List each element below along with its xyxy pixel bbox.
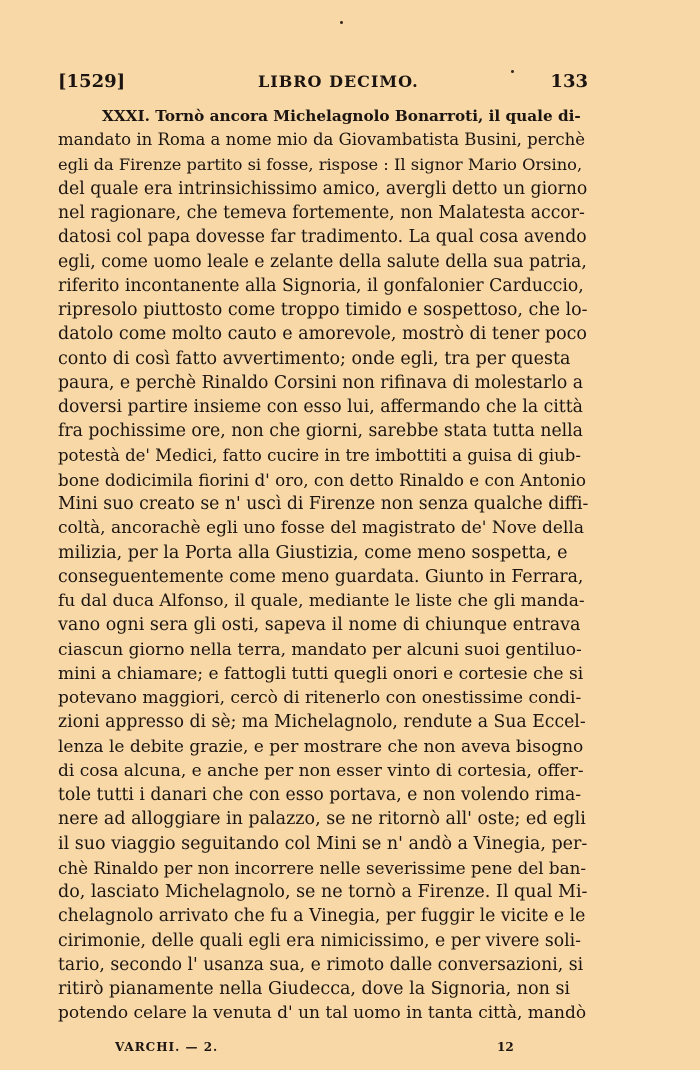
text-line: milizia, per la Porta alla Giustizia, come meno sospetta, e — [58, 542, 568, 563]
text-line: potevano maggiori, cercò di ritenerlo con onestissime condi- — [58, 688, 582, 708]
text-line: conseguentemente come meno guardata. Giunto in Ferrara, — [58, 566, 584, 587]
text-line: datosi col papa dovesse far tradimento. La qual cosa avendo — [58, 227, 587, 248]
text-line: chelagnolo arrivato che fu a Vinegia, per fuggir le vicite e le — [58, 906, 586, 927]
text-line: zioni appresso di sè; ma Michelagnolo, rendute a Sua Eccel- — [58, 712, 586, 733]
text-line: egli, come uomo leale e zelante della salute della sua patria, — [58, 251, 587, 272]
text-line: egli da Firenze partito si fosse, rispose : Il signor Mario Orsino, — [58, 154, 583, 174]
page-number: 133 — [550, 71, 588, 92]
text-line: ritirò pianamente nella Giudecca, dove la Signoria, non si — [58, 979, 571, 999]
text-line: lenza le debite grazie, e per mostrare che non aveva bisogno — [58, 736, 584, 757]
text-line: do, lasciato Michelagnolo, se ne tornò a Firenze. Il qual Mi- — [58, 882, 588, 902]
text-line: XXXI. Tornò ancora Michelagnolo Bonarroti, il quale di- — [102, 107, 581, 125]
text-line: vano ogni sera gli osti, sapeva il nome di chiunque entrava — [58, 615, 581, 636]
text-line: coltà, ancorachè egli uno fosse del magistrato de' Nove della — [58, 518, 584, 539]
text-line: paura, e perchè Rinaldo Corsini non rifinava di molestarlo a — [58, 372, 583, 393]
text-line: ripresolo piuttosto come troppo timido e sospettoso, che lo- — [58, 300, 588, 320]
text-line: fu dal duca Alfonso, il quale, mediante le liste che gli manda- — [58, 591, 585, 611]
text-line: cirimonie, delle quali egli era nimicissimo, e per vivere soli- — [58, 930, 581, 951]
text-line: tole tutti i danari che con esso portava, e non volendo rima- — [58, 785, 582, 805]
header-year: [1529] — [58, 71, 126, 92]
body-text — [58, 104, 588, 1026]
running-header — [58, 71, 588, 97]
text-line: chè Rinaldo per non incorrere nelle severissime pene del ban- — [58, 857, 587, 878]
text-line: mandato in Roma a nome mio da Giovambatista Busini, perchè — [58, 130, 586, 150]
text-line: nere ad alloggiare in palazzo, se ne ritornò all' oste; ed egli — [58, 809, 586, 830]
text-line: ciascun giorno nella terra, mandato per alcuni suoi gentiluo- — [58, 639, 582, 660]
signature-mark: VARCHI. — 2. — [115, 1040, 219, 1054]
page-footer — [115, 1040, 515, 1058]
text-line: datolo come molto cauto e amorevole, mostrò di tener poco — [58, 324, 587, 345]
text-line: potendo celare la venuta d' un tal uomo in tanta città, mandò — [58, 1003, 587, 1024]
header-title: LIBRO DECIMO. — [258, 72, 419, 91]
text-line: del quale era intrinsichissimo amico, avergli detto un giorno — [58, 178, 588, 199]
text-line: tario, secondo l' usanza sua, e rimoto dalle conversazioni, si — [58, 954, 584, 975]
text-line: bone dodicimila fiorini d' oro, con detto Rinaldo e con Antonio — [58, 469, 586, 490]
text-line: di cosa alcuna, e anche per non esser vinto di cortesia, offer- — [58, 760, 584, 781]
text-line: doversi partire insieme con esso lui, affermando che la città — [58, 397, 583, 417]
text-line: Mini suo creato se n' uscì di Firenze non senza qualche diffi- — [58, 494, 589, 514]
ink-speck — [340, 21, 343, 24]
signature-number: 12 — [497, 1040, 514, 1054]
text-line: conto di così fatto avvertimento; onde egli, tra per questa — [58, 348, 571, 369]
text-line: mini a chiamare; e fattogli tutti quegli onori e cortesie che si — [58, 663, 584, 684]
text-line: potestà de' Medici, fatto cucire in tre imbottiti a guisa di giub- — [58, 445, 581, 465]
text-line: nel ragionare, che temeva fortemente, non Malatesta accor- — [58, 203, 585, 223]
text-line: riferito incontanente alla Signoria, il gonfalonier Carduccio, — [58, 275, 584, 296]
text-line: fra pochissime ore, non che giorni, sarebbe stata tutta nella — [58, 421, 583, 442]
text-line: il suo viaggio seguitando col Mini se n' andò a Vinegia, per- — [58, 833, 588, 854]
